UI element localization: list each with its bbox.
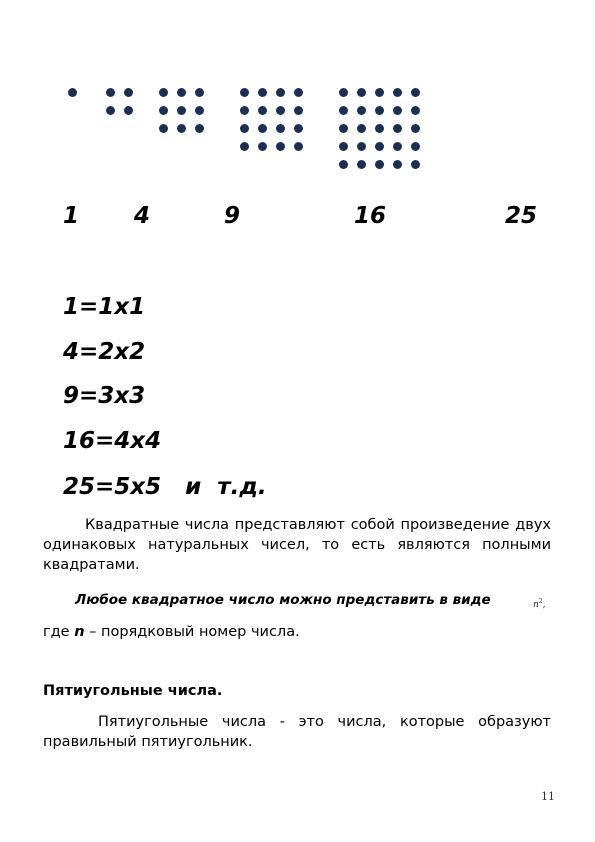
dot: [258, 106, 267, 115]
dot: [294, 124, 303, 133]
paragraph-pentagonal-numbers: Пятиугольные числа - это числа, которые образуют правильный пятиугольник.: [43, 714, 551, 750]
dot: [240, 88, 249, 97]
dot: [124, 88, 133, 97]
dot: [339, 88, 348, 97]
dot: [294, 142, 303, 151]
where-rest: – порядковый номер числа.: [89, 624, 300, 640]
dot: [411, 142, 420, 151]
dot: [411, 88, 420, 97]
square-number: 1: [63, 203, 80, 229]
dot: [339, 160, 348, 169]
dot: [339, 106, 348, 115]
formula-exponent: 2: [538, 598, 543, 605]
dot: [393, 142, 402, 151]
page-number: 11: [541, 790, 555, 803]
dot: [106, 106, 115, 115]
dot: [339, 142, 348, 151]
equation: 16=4x4: [63, 428, 162, 454]
section-heading: Пятиугольные числа.: [43, 683, 223, 699]
dot: [195, 88, 204, 97]
dot: [375, 142, 384, 151]
dot: [177, 124, 186, 133]
dot: [195, 124, 204, 133]
equation: 25=5x5 и т.д.: [63, 474, 267, 500]
dot: [240, 142, 249, 151]
dot: [106, 88, 115, 97]
square-number: 4: [134, 203, 151, 229]
dot: [375, 160, 384, 169]
dot: [276, 124, 285, 133]
equation: 1=1x1: [63, 294, 146, 320]
dot: [357, 124, 366, 133]
dot: [393, 88, 402, 97]
dot: [159, 106, 168, 115]
dot: [357, 106, 366, 115]
dot: [177, 88, 186, 97]
dot: [375, 88, 384, 97]
square-number: 25: [505, 203, 538, 229]
dot: [240, 124, 249, 133]
dot: [159, 88, 168, 97]
dot: [124, 106, 133, 115]
dot: [276, 142, 285, 151]
statement-text: Любое квадратное число можно представить в виде: [75, 592, 491, 608]
dot: [393, 106, 402, 115]
formula-base: n: [533, 600, 539, 610]
dot: [159, 124, 168, 133]
dot: [276, 106, 285, 115]
formula-n-squared: $n^2$,: [533, 598, 546, 610]
dot: [258, 88, 267, 97]
equation: 4=2x2: [63, 339, 146, 365]
dot: [68, 88, 77, 97]
dot: [357, 88, 366, 97]
dot: [294, 106, 303, 115]
dot: [357, 142, 366, 151]
dot: [411, 124, 420, 133]
dot: [375, 106, 384, 115]
dot: [276, 88, 285, 97]
dot: [393, 124, 402, 133]
where-prefix: где: [43, 624, 70, 640]
equation: 9=3x3: [63, 383, 146, 409]
dot: [294, 88, 303, 97]
where-line: [43, 624, 300, 640]
dot: [375, 124, 384, 133]
square-number: 16: [354, 203, 387, 229]
paragraph-square-numbers: Квадратные числа представляют собой произведение двух одинаковых натуральных чисел, то есть являются полными квадратами.: [43, 517, 551, 573]
dot: [195, 106, 204, 115]
dot: [393, 160, 402, 169]
where-variable: n: [74, 624, 85, 640]
dot: [258, 124, 267, 133]
dot: [357, 160, 366, 169]
dot: [411, 106, 420, 115]
dot: [411, 160, 420, 169]
dot: [177, 106, 186, 115]
dot: [258, 142, 267, 151]
dot: [240, 106, 249, 115]
dot: [339, 124, 348, 133]
square-number: 9: [224, 203, 241, 229]
